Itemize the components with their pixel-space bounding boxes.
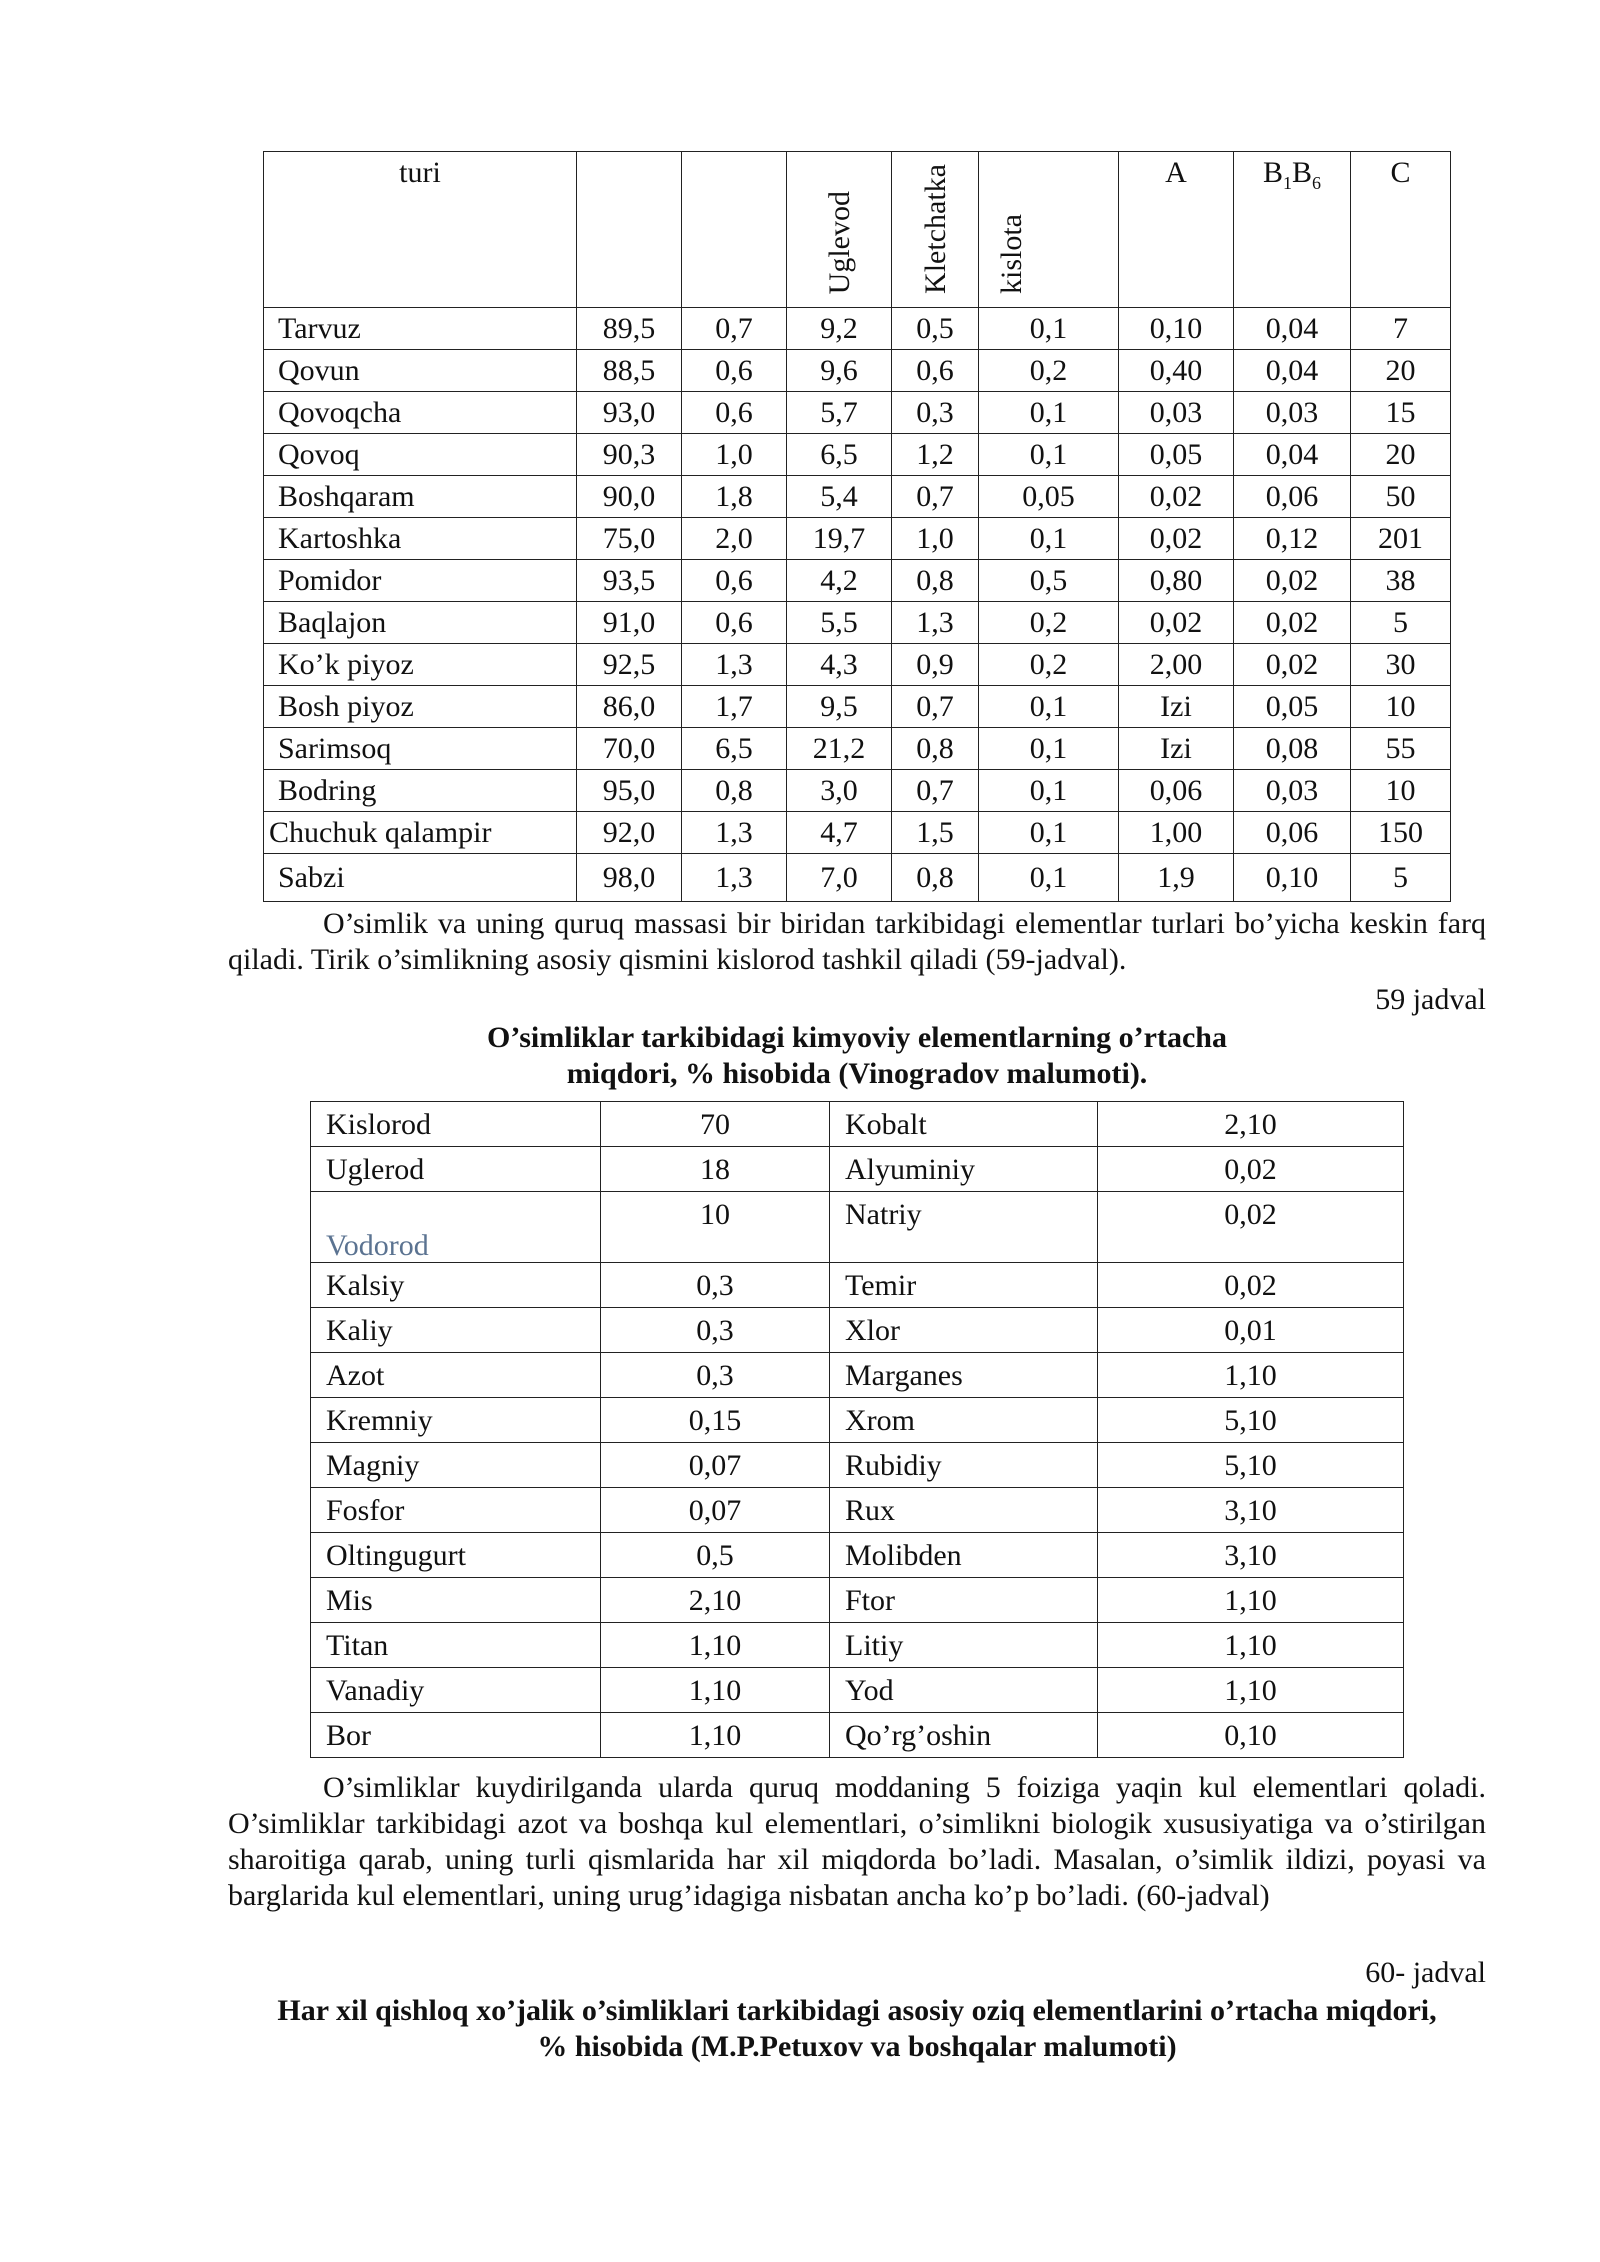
element-name-cell: Kislorod xyxy=(311,1102,601,1147)
element-name-cell: Bor xyxy=(311,1713,601,1758)
table-row xyxy=(264,728,1451,770)
value-cell: 0,80 xyxy=(1119,560,1234,602)
element-name-cell: Yod xyxy=(830,1668,1098,1713)
value-cell: 95,0 xyxy=(577,770,682,812)
vegetable-name-cell: Bosh piyoz xyxy=(264,686,577,728)
element-name-cell: Uglerod xyxy=(311,1147,601,1192)
header-col-1 xyxy=(577,152,682,308)
vegetable-name-cell: Qovoqcha xyxy=(264,392,577,434)
element-value-cell: 0,10 xyxy=(1098,1713,1404,1758)
value-cell: 93,5 xyxy=(577,560,682,602)
value-cell: 0,1 xyxy=(979,728,1119,770)
value-cell: 5 xyxy=(1351,854,1451,902)
element-value-cell: 0,02 xyxy=(1098,1192,1404,1263)
value-cell: 0,9 xyxy=(892,644,979,686)
value-cell: 55 xyxy=(1351,728,1451,770)
value-cell: 0,6 xyxy=(682,392,787,434)
value-cell: 0,05 xyxy=(1119,434,1234,476)
value-cell: 0,5 xyxy=(892,308,979,350)
element-name-cell: Fosfor xyxy=(311,1488,601,1533)
value-cell: 1,0 xyxy=(892,518,979,560)
value-cell: 90,3 xyxy=(577,434,682,476)
value-cell: 1,9 xyxy=(1119,854,1234,902)
header-vitamin-a: A xyxy=(1119,152,1234,308)
element-value-cell: 0,02 xyxy=(1098,1263,1404,1308)
table-row xyxy=(311,1263,1404,1308)
value-cell: 0,1 xyxy=(979,770,1119,812)
table-row xyxy=(311,1102,1404,1147)
value-cell: 89,5 xyxy=(577,308,682,350)
element-name-cell: Molibden xyxy=(830,1533,1098,1578)
value-cell: 0,5 xyxy=(979,560,1119,602)
value-cell: 0,04 xyxy=(1234,350,1351,392)
value-cell: 4,3 xyxy=(787,644,892,686)
element-name-cell: Kremniy xyxy=(311,1398,601,1443)
element-value-cell: 1,10 xyxy=(601,1668,830,1713)
element-name-cell: Kalsiy xyxy=(311,1263,601,1308)
element-value-cell: 0,3 xyxy=(601,1308,830,1353)
element-value-cell: 5,10 xyxy=(1098,1398,1404,1443)
value-cell: 75,0 xyxy=(577,518,682,560)
element-value-cell: 70 xyxy=(601,1102,830,1147)
table-row xyxy=(311,1533,1404,1578)
value-cell: 9,5 xyxy=(787,686,892,728)
table-row xyxy=(311,1398,1404,1443)
value-cell: 0,02 xyxy=(1119,476,1234,518)
value-cell: 0,3 xyxy=(892,392,979,434)
table-row xyxy=(264,644,1451,686)
value-cell: 0,10 xyxy=(1119,308,1234,350)
element-name-cell: Titan xyxy=(311,1623,601,1668)
value-cell: Izi xyxy=(1119,728,1234,770)
chemical-elements-table xyxy=(310,1101,1404,1758)
vegetable-name-cell: Sarimsoq xyxy=(264,728,577,770)
value-cell: 90,0 xyxy=(577,476,682,518)
value-cell: 0,02 xyxy=(1119,518,1234,560)
table-row xyxy=(264,392,1451,434)
table-row xyxy=(311,1713,1404,1758)
table-60-title-line-2: % hisobida (M.P.Petuxov va boshqalar malumoti) xyxy=(537,2030,1177,2063)
value-cell: 88,5 xyxy=(577,350,682,392)
element-value-cell: 1,10 xyxy=(1098,1668,1404,1713)
element-value-cell: 5,10 xyxy=(1098,1443,1404,1488)
value-cell: 10 xyxy=(1351,770,1451,812)
value-cell: 0,05 xyxy=(1234,686,1351,728)
value-cell: 0,8 xyxy=(892,560,979,602)
element-name-cell: Rubidiy xyxy=(830,1443,1098,1488)
value-cell: 0,08 xyxy=(1234,728,1351,770)
value-cell: 0,1 xyxy=(979,392,1119,434)
value-cell: 1,3 xyxy=(682,644,787,686)
element-value-cell: 2,10 xyxy=(1098,1102,1404,1147)
vegetable-name-cell: Sabzi xyxy=(264,854,577,902)
vegetable-name-cell: Kartoshka xyxy=(264,518,577,560)
paragraph-2: O’simliklar kuydirilganda ularda quruq moddaning 5 foiziga yaqin kul elementlari qoladi. O’simliklar tarkibidagi azot va boshqa kul elementlari, o’simlikni biologik xususiyatiga va o’stirilgan sharoitiga qarab, uning turli qismlarida har xil miqdorda bo’ladi. Masalan, o’simlik ildizi, poyasi va barglarida kul elementlari, uning urug’idagiga nisbatan ancha ko’p bo’ladi. (60-jadval) xyxy=(228,1771,1486,1912)
table-row xyxy=(264,812,1451,854)
vegetable-name-cell: Bodring xyxy=(264,770,577,812)
value-cell: 91,0 xyxy=(577,602,682,644)
value-cell: 0,06 xyxy=(1234,476,1351,518)
element-value-cell: 0,01 xyxy=(1098,1308,1404,1353)
element-value-cell: 0,07 xyxy=(601,1488,830,1533)
table-row xyxy=(311,1308,1404,1353)
value-cell: 0,40 xyxy=(1119,350,1234,392)
value-cell: 9,2 xyxy=(787,308,892,350)
table-header-row xyxy=(264,152,1451,308)
element-value-cell: 0,07 xyxy=(601,1443,830,1488)
table-row xyxy=(311,1353,1404,1398)
element-value-cell: 1,10 xyxy=(1098,1578,1404,1623)
value-cell: 30 xyxy=(1351,644,1451,686)
element-name-cell: Rux xyxy=(830,1488,1098,1533)
value-cell: 9,6 xyxy=(787,350,892,392)
value-cell: 0,02 xyxy=(1234,602,1351,644)
value-cell: 150 xyxy=(1351,812,1451,854)
vegetable-composition-table xyxy=(263,151,1451,902)
value-cell: 0,7 xyxy=(892,686,979,728)
table-row xyxy=(311,1668,1404,1713)
element-name-cell: Kobalt xyxy=(830,1102,1098,1147)
vegetable-name-cell: Qovun xyxy=(264,350,577,392)
table-row xyxy=(264,770,1451,812)
element-name-cell: Mis xyxy=(311,1578,601,1623)
paragraph-1: O’simlik va uning quruq massasi bir biridan tarkibidagi elementlar turlari bo’yicha keskin farq qiladi. Tirik o’simlikning asosiy qismini kislorod tashkil qiladi (59-jadval). xyxy=(228,907,1486,976)
element-name-cell: Xlor xyxy=(830,1308,1098,1353)
value-cell: 0,7 xyxy=(682,308,787,350)
value-cell: 1,3 xyxy=(682,854,787,902)
element-value-cell: 18 xyxy=(601,1147,830,1192)
value-cell: 0,1 xyxy=(979,308,1119,350)
element-name-cell: Vanadiy xyxy=(311,1668,601,1713)
element-name-cell: Oltingugurt xyxy=(311,1533,601,1578)
value-cell: 0,06 xyxy=(1234,812,1351,854)
value-cell: 0,06 xyxy=(1119,770,1234,812)
value-cell: 0,2 xyxy=(979,644,1119,686)
value-cell: 1,00 xyxy=(1119,812,1234,854)
value-cell: 0,02 xyxy=(1234,560,1351,602)
value-cell: 86,0 xyxy=(577,686,682,728)
value-cell: 5,4 xyxy=(787,476,892,518)
value-cell: 1,8 xyxy=(682,476,787,518)
value-cell: 2,0 xyxy=(682,518,787,560)
value-cell: 0,6 xyxy=(682,560,787,602)
value-cell: 0,6 xyxy=(682,602,787,644)
value-cell: 1,3 xyxy=(682,812,787,854)
value-cell: 3,0 xyxy=(787,770,892,812)
header-uglevod: Uglevod xyxy=(787,152,892,308)
header-kislota: kislota xyxy=(979,152,1119,308)
value-cell: 7 xyxy=(1351,308,1451,350)
element-value-cell: 0,3 xyxy=(601,1263,830,1308)
element-value-cell: 1,10 xyxy=(601,1713,830,1758)
value-cell: 19,7 xyxy=(787,518,892,560)
value-cell: 15 xyxy=(1351,392,1451,434)
value-cell: 0,7 xyxy=(892,476,979,518)
value-cell: 5,7 xyxy=(787,392,892,434)
value-cell: 7,0 xyxy=(787,854,892,902)
value-cell: 50 xyxy=(1351,476,1451,518)
header-vitamin-c: C xyxy=(1351,152,1451,308)
table-60-title-line-1: Har xil qishloq xo’jalik o’simliklari tarkibidagi asosiy oziq elementlarini o’rtacha miqdori, xyxy=(277,1994,1437,2027)
header-vitamin-b1b6: $B_1B_6$ xyxy=(1234,152,1351,308)
element-name-cell: Xrom xyxy=(830,1398,1098,1443)
header-kletchatka: Kletchatka xyxy=(892,152,979,308)
value-cell: 0,03 xyxy=(1119,392,1234,434)
value-cell: 1,7 xyxy=(682,686,787,728)
table-row xyxy=(264,518,1451,560)
value-cell: 0,8 xyxy=(892,728,979,770)
table-60-label: 60- jadval xyxy=(1365,1956,1486,1989)
element-value-cell: 0,3 xyxy=(601,1353,830,1398)
element-value-cell: 3,10 xyxy=(1098,1488,1404,1533)
element-value-cell: 0,02 xyxy=(1098,1147,1404,1192)
value-cell: 0,04 xyxy=(1234,308,1351,350)
table-row xyxy=(264,308,1451,350)
element-value-cell: 3,10 xyxy=(1098,1533,1404,1578)
header-col-2 xyxy=(682,152,787,308)
element-name-cell: Natriy xyxy=(830,1192,1098,1263)
vegetable-name-cell: Tarvuz xyxy=(264,308,577,350)
value-cell: 5 xyxy=(1351,602,1451,644)
value-cell: 92,5 xyxy=(577,644,682,686)
value-cell: 6,5 xyxy=(787,434,892,476)
value-cell: 0,1 xyxy=(979,518,1119,560)
element-value-cell: 0,15 xyxy=(601,1398,830,1443)
element-name-cell: Marganes xyxy=(830,1353,1098,1398)
element-name-cell: Temir xyxy=(830,1263,1098,1308)
value-cell: 0,8 xyxy=(892,854,979,902)
table-row xyxy=(311,1147,1404,1192)
vegetable-name-cell: Boshqaram xyxy=(264,476,577,518)
value-cell: 38 xyxy=(1351,560,1451,602)
table-row xyxy=(311,1488,1404,1533)
table-59-title-line-1: O’simliklar tarkibidagi kimyoviy elementlarning o’rtacha xyxy=(487,1021,1227,1054)
value-cell: 20 xyxy=(1351,350,1451,392)
table-row xyxy=(264,560,1451,602)
element-value-cell: 10 xyxy=(601,1192,830,1263)
table-59-label: 59 jadval xyxy=(1375,983,1486,1016)
element-value-cell: 1,10 xyxy=(601,1623,830,1668)
value-cell: 0,1 xyxy=(979,854,1119,902)
element-name-cell: Qo’rg’oshin xyxy=(830,1713,1098,1758)
value-cell: 0,1 xyxy=(979,812,1119,854)
header-turi: turi xyxy=(264,152,577,308)
vegetable-name-cell: Ko’k piyoz xyxy=(264,644,577,686)
value-cell: 0,2 xyxy=(979,350,1119,392)
vegetable-name-cell: Pomidor xyxy=(264,560,577,602)
value-cell: 93,0 xyxy=(577,392,682,434)
element-value-cell: 1,10 xyxy=(1098,1353,1404,1398)
value-cell: 0,10 xyxy=(1234,854,1351,902)
value-cell: 0,02 xyxy=(1119,602,1234,644)
value-cell: 0,04 xyxy=(1234,434,1351,476)
table-row xyxy=(264,476,1451,518)
table-row xyxy=(264,434,1451,476)
table-row xyxy=(311,1623,1404,1668)
value-cell: 5,5 xyxy=(787,602,892,644)
value-cell: 0,6 xyxy=(892,350,979,392)
value-cell: Izi xyxy=(1119,686,1234,728)
value-cell: 10 xyxy=(1351,686,1451,728)
value-cell: 20 xyxy=(1351,434,1451,476)
value-cell: 2,00 xyxy=(1119,644,1234,686)
table-row xyxy=(264,854,1451,902)
value-cell: 92,0 xyxy=(577,812,682,854)
value-cell: 0,1 xyxy=(979,686,1119,728)
table-row xyxy=(264,350,1451,392)
table-row xyxy=(311,1192,1404,1263)
value-cell: 21,2 xyxy=(787,728,892,770)
value-cell: 0,12 xyxy=(1234,518,1351,560)
element-name-cell: Kaliy xyxy=(311,1308,601,1353)
value-cell: 4,7 xyxy=(787,812,892,854)
value-cell: 0,05 xyxy=(979,476,1119,518)
table-59-title-line-2: miqdori, % hisobida (Vinogradov malumoti). xyxy=(566,1057,1148,1090)
value-cell: 1,0 xyxy=(682,434,787,476)
table-row xyxy=(311,1443,1404,1488)
value-cell: 0,8 xyxy=(682,770,787,812)
value-cell: 0,2 xyxy=(979,602,1119,644)
element-name-cell: Ftor xyxy=(830,1578,1098,1623)
table-row xyxy=(311,1578,1404,1623)
table-row xyxy=(264,602,1451,644)
value-cell: 0,03 xyxy=(1234,770,1351,812)
value-cell: 1,5 xyxy=(892,812,979,854)
value-cell: 6,5 xyxy=(682,728,787,770)
value-cell: 98,0 xyxy=(577,854,682,902)
element-value-cell: 2,10 xyxy=(601,1578,830,1623)
value-cell: 201 xyxy=(1351,518,1451,560)
vegetable-name-cell: Qovoq xyxy=(264,434,577,476)
value-cell: 0,6 xyxy=(682,350,787,392)
value-cell: 1,2 xyxy=(892,434,979,476)
value-cell: 1,3 xyxy=(892,602,979,644)
element-name-cell: Azot xyxy=(311,1353,601,1398)
vegetable-name-cell: Chuchuk qalampir xyxy=(264,812,577,854)
element-name-cell: Alyuminiy xyxy=(830,1147,1098,1192)
value-cell: 0,02 xyxy=(1234,644,1351,686)
value-cell: 70,0 xyxy=(577,728,682,770)
element-value-cell: 0,5 xyxy=(601,1533,830,1578)
value-cell: 0,7 xyxy=(892,770,979,812)
vegetable-name-cell: Baqlajon xyxy=(264,602,577,644)
element-name-cell: Vodorod xyxy=(311,1192,601,1263)
element-name-cell: Magniy xyxy=(311,1443,601,1488)
value-cell: 4,2 xyxy=(787,560,892,602)
table-row xyxy=(264,686,1451,728)
element-value-cell: 1,10 xyxy=(1098,1623,1404,1668)
element-name-cell: Litiy xyxy=(830,1623,1098,1668)
value-cell: 0,03 xyxy=(1234,392,1351,434)
value-cell: 0,1 xyxy=(979,434,1119,476)
